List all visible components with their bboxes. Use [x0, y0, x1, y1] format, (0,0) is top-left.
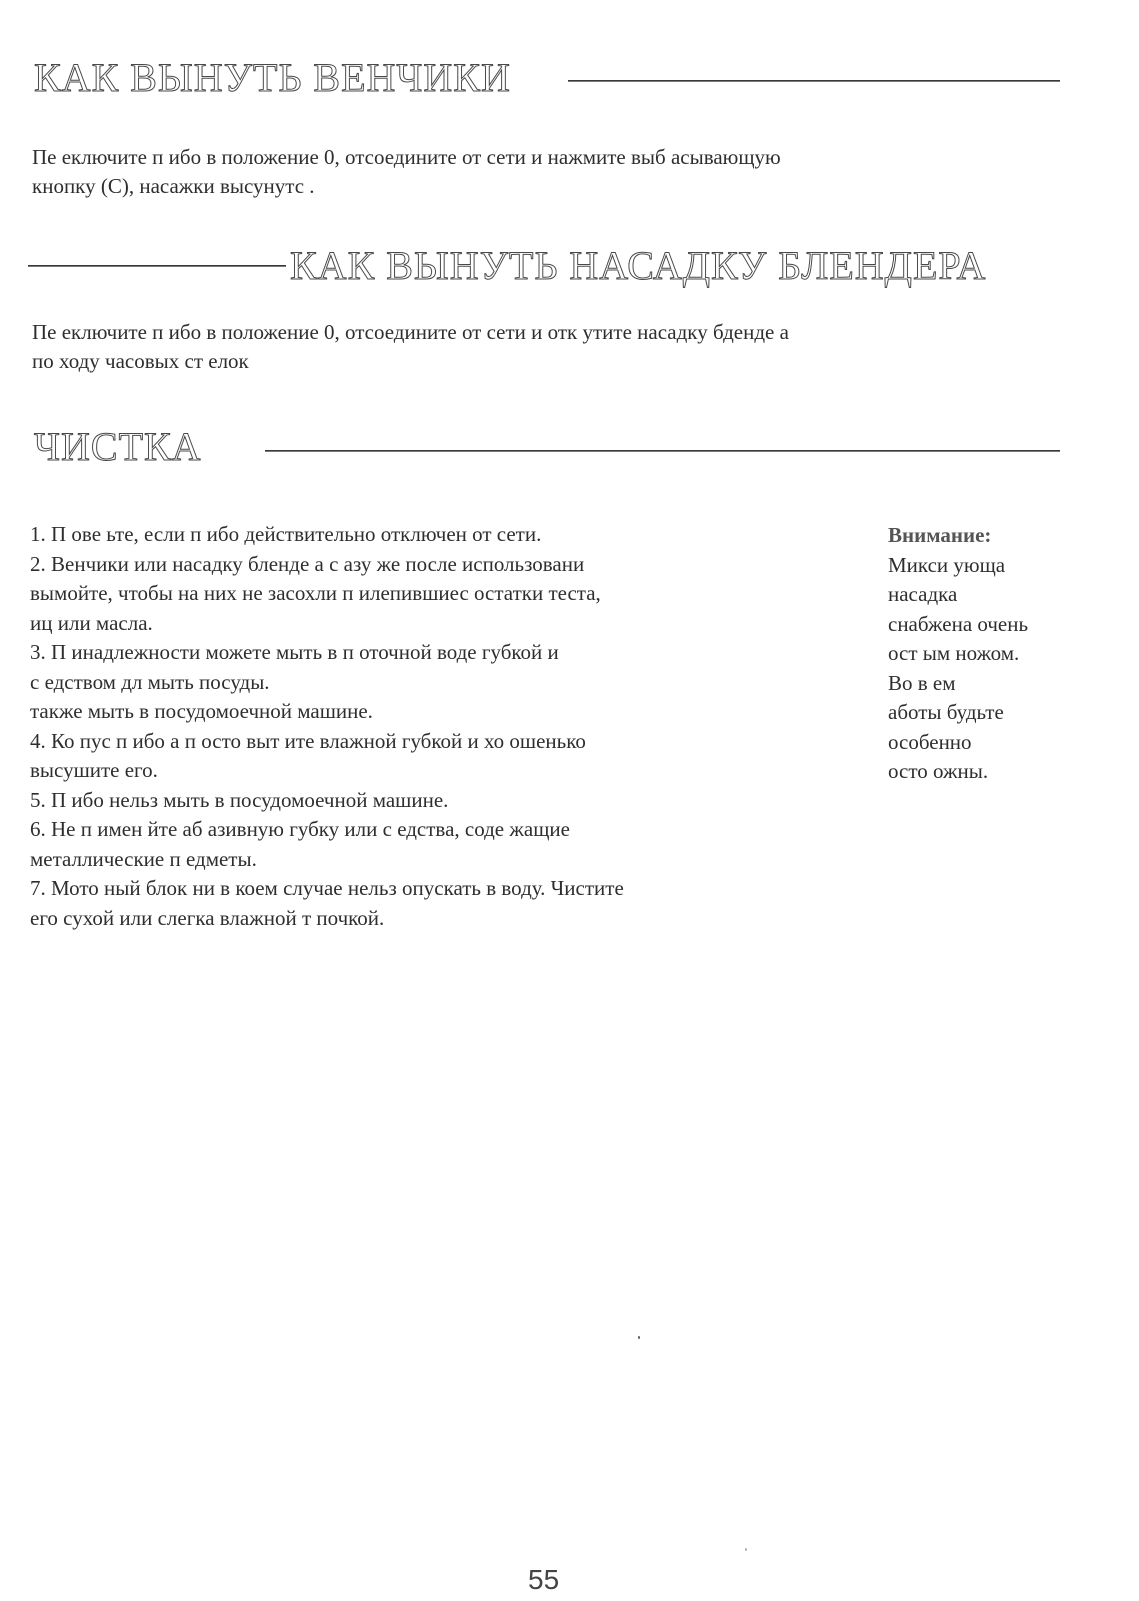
note-line: Во в ем	[888, 670, 956, 695]
section-body-remove-blender	[32, 318, 789, 376]
warning-note-title: Внимание:	[888, 523, 992, 547]
page-number: 55	[528, 1564, 560, 1595]
list-item: высушите его.	[30, 758, 158, 782]
list-item: иц или масла.	[30, 610, 153, 635]
note-line: Микси ующа	[888, 552, 1006, 577]
section-title-remove-whisks: КАК ВЫНУТЬ ВЕНЧИКИ	[34, 55, 511, 100]
section-title-remove-blender: КАК ВЫНУТЬ НАСАДКУ БЛЕНДЕРА	[290, 243, 987, 288]
list-item: также мыть в посудомоечной машине.	[30, 699, 373, 723]
list-item: 4. Ко пус п ибо а п осто выт ите влажной губкой и хо ошенько	[30, 728, 586, 753]
scan-speck	[745, 1548, 747, 1551]
note-line: насадка	[888, 582, 958, 606]
body-line: кнопку (С), насажки высунутс .	[32, 174, 315, 198]
section-body-remove-whisks	[32, 143, 781, 201]
note-line: особенно	[888, 729, 972, 754]
body-line: по ходу часовых ст елок	[32, 349, 249, 373]
heading-rule	[28, 265, 286, 267]
list-item: 5. П ибо нельз мыть в посудомоечной машине.	[30, 787, 449, 812]
scan-speck	[638, 1336, 640, 1339]
warning-note	[888, 521, 1118, 787]
list-item: 7. Мото ный блок ни в коем случае нельз опускать в воду. Чистите	[30, 876, 624, 900]
list-item: 3. П инадлежности можете мыть в п оточной воде губкой и	[30, 640, 559, 664]
note-line: ост ым ножом.	[888, 641, 1020, 665]
note-line: снабжена очень	[888, 611, 1029, 636]
list-item: вымойте, чтобы на них не засохли п илепившиес остатки теста,	[30, 581, 601, 605]
body-line: Пе еключите п ибо в положение 0, отсоедините от сети и отк утите насадку бденде а	[32, 320, 789, 344]
list-item: его сухой или слегка влажной т почкой.	[30, 905, 385, 930]
cleaning-instructions	[30, 520, 860, 933]
note-line: аботы будьте	[888, 700, 1004, 724]
note-line: осто ожны.	[888, 759, 989, 783]
section-title-cleaning: ЧИСТКА	[34, 424, 202, 469]
heading-rule	[568, 80, 1060, 82]
list-item: 2. Венчики или насадку бленде а с азу же после использовани	[30, 551, 585, 576]
list-item: 1. П ове ьте, если п ибо действительно отключен от сети.	[30, 522, 542, 546]
list-item: металлические п едметы.	[30, 846, 257, 871]
list-item: с едством дл мыть посуды.	[30, 669, 270, 694]
body-line: Пе еключите п ибо в положение 0, отсоедините от сети и нажмите выб асывающую	[32, 145, 781, 169]
list-item: 6. Не п имен йте аб азивную губку или с едства, соде жащие	[30, 817, 570, 841]
heading-rule	[265, 450, 1060, 452]
